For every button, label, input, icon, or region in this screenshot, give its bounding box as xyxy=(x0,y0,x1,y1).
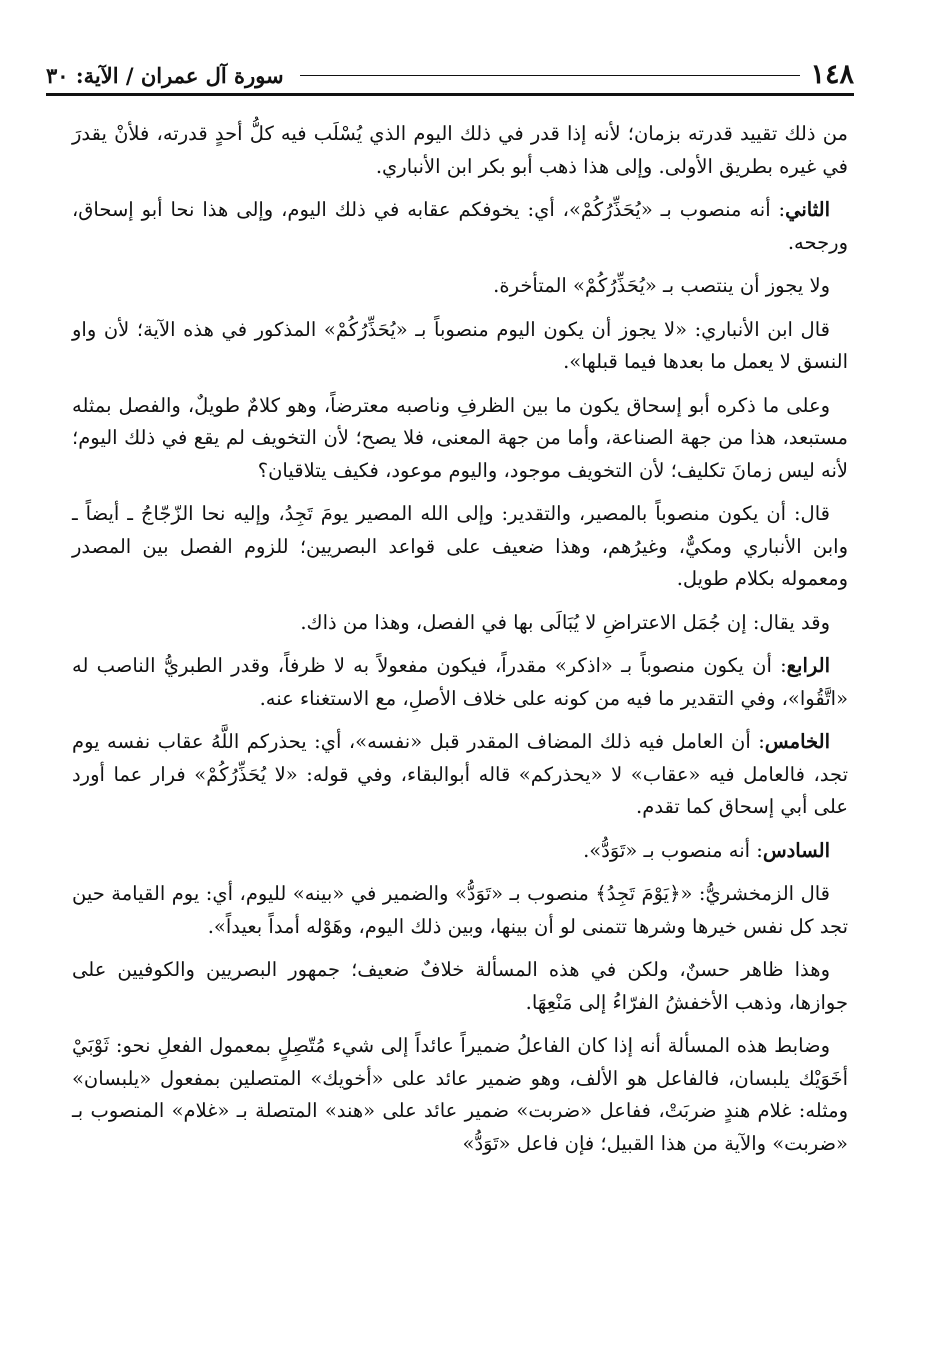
paragraph-text: : أنه منصوب بـ «يُحَذِّرُكُمْ»، أي: يخوفكم عقابه في ذلك اليوم، وإلى هذا نحا أبو إسحاق، ورجحه. xyxy=(72,198,848,254)
paragraph-text: وقد يقال: إن جُمَل الاعتراضِ لا يُبَالَى بها في الفصل، وهذا من ذاك. xyxy=(300,610,830,634)
body-paragraph xyxy=(72,270,848,303)
paragraph-text: : أنه منصوب بـ «تَوَدُّ». xyxy=(583,838,763,862)
paragraph-lead: السادس xyxy=(762,838,830,862)
page-body xyxy=(72,118,848,1171)
paragraph-text: وعلى ما ذكره أبو إسحاق يكون ما بين الظرفِ وناصبه معترضاً، وهو كلامٌ طويلٌ، والفصل بمثله مستبعد، هذا من جهة الصناعة، وأما من جهة المعنى، فلا يصح؛ لأن التخويف لم يقع في ذلك اليوم؛ لأنه ليس زمانَ تكليف؛ لأن التخويف موجود، واليوم موعود، فكيف يتلاقيان؟ xyxy=(72,393,848,482)
body-paragraph xyxy=(72,835,848,868)
paragraph-text: قال ابن الأنباري: «لا يجوز أن يكون اليوم منصوباً بـ «يُحَذِّرُكُمْ» المذكور في هذه الآية؛ لأن واو النسق لا يعمل ما بعدها فيما قبلها». xyxy=(72,317,848,373)
paragraph-lead: الثاني xyxy=(785,198,830,221)
paragraph-text: : أن يكون منصوباً بـ «اذكر» مقدراً، فيكون مفعولاً به لا ظرفاً، وقدر الطبريُّ الناصب له «اتَّقُوا»، وفي التقدير ما فيه من كونه على خلاف الأصلِ، مع الاستغناء عنه. xyxy=(72,654,848,710)
body-paragraph xyxy=(72,1030,848,1160)
header-underline xyxy=(300,75,800,76)
running-title: سورة آل عمران / الآية: ٣٠ xyxy=(46,63,284,88)
paragraph-text: قال الزمخشريُّ: «﴿يَوْمَ تَجِدُ﴾ منصوب بـ «تَوَدُّ» والضمير في «بينه» لليوم، أي: يوم القيامة حين تجد كل نفس خيرها وشرها تتمنى لو أن بينها، وبين ذلك اليوم، وهَوْله أمداً بعيداً». xyxy=(72,882,848,938)
paragraph-text: قال: أن يكون منصوباً بالمصير، والتقدير: وإلى الله المصير يومَ تَجِدُ، وإليه نحا الزّجّاجُ ـ أيضاً ـ وابن الأنباري ومكيٌّ، وغيرُهم، وهذا ضعيف على قواعد البصريين؛ للزوم الفصل بين المصدر ومعموله بكلام طويل. xyxy=(72,502,848,590)
body-paragraph xyxy=(72,954,848,1019)
body-paragraph xyxy=(72,498,848,596)
paragraph-lead: الخامس xyxy=(764,730,830,753)
paragraph-text: : أن العامل فيه ذلك المضاف المقدر قبل «نفسه»، أي: يحذركم اللَّهُ عقاب نفسه يوم تجد، فالعامل فيه «عقاب» لا «يحذركم» قاله أبوالبقاء، وفي قوله: «لا يُحَذِّرُكُمْ» فرار عما أورد على أبي إسحاق كما تقدم. xyxy=(72,730,848,818)
body-paragraph xyxy=(72,726,848,824)
body-paragraph xyxy=(72,118,848,183)
header-rule xyxy=(46,93,854,96)
page-number: ١٤٨ xyxy=(810,59,854,90)
body-paragraph xyxy=(72,314,848,379)
body-paragraph xyxy=(72,650,848,715)
body-paragraph xyxy=(72,194,848,259)
body-paragraph xyxy=(72,878,848,943)
paragraph-text: وضابط هذه المسألة أنه إذا كان الفاعلُ ضميراً عائداً إلى شيء مُتّصِلٍ بمعمول الفعلِ نحو: ثَوْبَيْ أخَوَيْك يلبسان، فالفاعل هو الألف، وهو ضمير عائد على «أخويك» المتصلين بمفعول «يلبسان» ومثله: غلام هندٍ ضربَتْ، ففاعل «ضربت» ضمير عائد على «هند» المتصلة بـ «غلام» المنصوب بـ «ضربت» والآية من هذا القبيل؛ فإن فاعل «تَوَدُّ» xyxy=(72,1034,848,1155)
body-paragraph xyxy=(72,607,848,640)
paragraph-text: وهذا ظاهر حسنٌ، ولكن في هذه المسألة خلافٌ ضعيف؛ جمهور البصريين والكوفيين على جوازها، وذهب الأخفشُ الفرّاءُ إلى مَنْعِهَا. xyxy=(72,958,848,1014)
paragraph-text: من ذلك تقييد قدرته بزمان؛ لأنه إذا قدر في ذلك اليوم الذي يُسْلَب فيه كلُّ أحدٍ قدرته، فلأنْ يقدرَ في غيره بطريق الأولى. وإلى هذا ذهب أبو بكر ابن الأنباري. xyxy=(72,122,848,178)
paragraph-lead: الرابع xyxy=(786,654,830,677)
page-header xyxy=(46,52,854,92)
paragraph-text: ولا يجوز أن ينتصب بـ «يُحَذِّرُكُمْ» المتأخرة. xyxy=(493,274,830,297)
body-paragraph xyxy=(72,390,848,488)
